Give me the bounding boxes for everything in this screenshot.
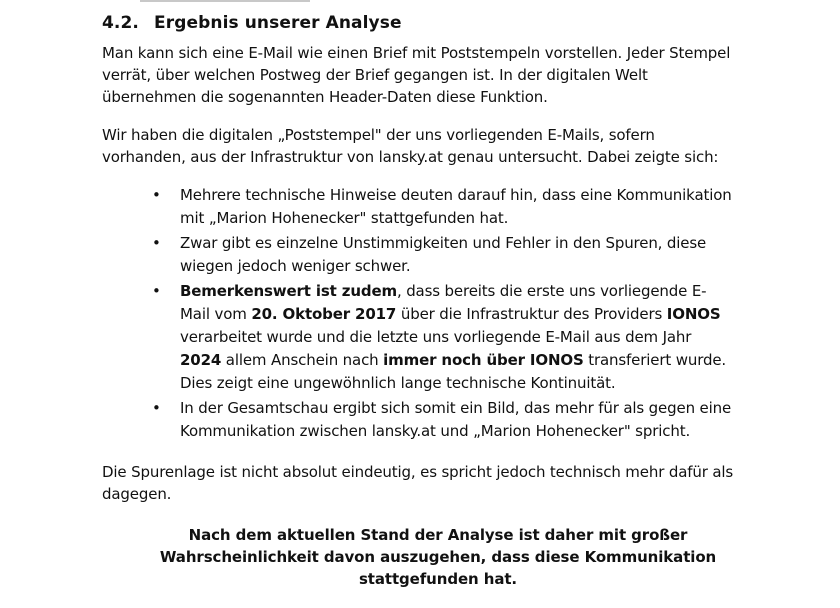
- body-text: transferiert wurde.: [583, 351, 727, 369]
- body-text: über die Infrastruktur des Providers: [396, 305, 667, 323]
- bullet-point: •: [152, 399, 161, 417]
- paragraph-line: verrät, über welchen Postweg der Brief gegangen ist. In der digitalen Welt: [102, 66, 648, 84]
- body-text: , dass bereits die erste uns vorliegende E-: [396, 282, 707, 300]
- list-item-line: [180, 303, 790, 326]
- list-item: [150, 184, 790, 230]
- section-title: Ergebnis unserer Analyse: [154, 13, 402, 33]
- paragraph-line: Wir haben die digitalen „Poststempel" der uns vorliegenden E-Mails, sofern: [102, 126, 655, 144]
- list-item-line: In der Gesamtschau ergibt sich somit ein Bild, das mehr für als gegen eine: [180, 399, 732, 417]
- provider-emphasis: IONOS: [666, 305, 721, 323]
- emphasis-text: Bemerkenswert ist zudem: [180, 282, 397, 300]
- conclusion-statement: [102, 524, 774, 590]
- list-item: [150, 280, 790, 395]
- list-item-line: verarbeitet wurde und die letzte uns vorliegende E-Mail aus dem Jahr: [180, 328, 692, 346]
- paragraph-line: vorhanden, aus der Infrastruktur von lansky.at genau untersucht. Dabei zeigte sich:: [102, 148, 719, 166]
- list-item-line: Zwar gibt es einzelne Unstimmigkeiten und Fehler in den Spuren, diese: [180, 234, 707, 252]
- list-item-line: [180, 349, 790, 372]
- assessment-paragraph: [102, 461, 782, 505]
- paragraph-line: Die Spurenlage ist nicht absolut eindeutig, es spricht jedoch technisch mehr dafür als: [102, 463, 734, 481]
- year-emphasis: 2024: [180, 351, 222, 369]
- paragraph-line: dagegen.: [102, 485, 172, 503]
- section-heading: [102, 13, 402, 33]
- body-text: allem Anschein nach: [221, 351, 384, 369]
- bullet-point: •: [152, 282, 161, 300]
- conclusion-line: Nach dem aktuellen Stand der Analyse ist daher mit großer: [188, 526, 688, 544]
- paragraph-line: übernehmen die sogenannten Header-Daten diese Funktion.: [102, 88, 548, 106]
- list-item-line: [180, 280, 790, 303]
- analysis-paragraph: [102, 124, 782, 168]
- findings-list: [150, 184, 790, 443]
- bullet-point: •: [152, 186, 161, 204]
- body-text: Mail vom: [180, 305, 252, 323]
- paragraph-line: Man kann sich eine E-Mail wie einen Brief mit Poststempeln vorstellen. Jeder Stempel: [102, 44, 731, 62]
- list-item-line: Kommunikation zwischen lansky.at und „Marion Hohenecker" spricht.: [180, 422, 691, 440]
- intro-paragraph: [102, 42, 782, 108]
- date-emphasis: 20. Oktober 2017: [251, 305, 397, 323]
- list-item-line: Dies zeigt eine ungewöhnlich lange technische Kontinuität.: [180, 374, 616, 392]
- section-number: 4.2.: [102, 13, 139, 33]
- cropped-header-remnant: [140, 0, 310, 2]
- bullet-point: •: [152, 234, 161, 252]
- provider-emphasis: immer noch über IONOS: [383, 351, 584, 369]
- list-item-line: Mehrere technische Hinweise deuten darauf hin, dass eine Kommunikation: [180, 186, 732, 204]
- list-item-line: wiegen jedoch weniger schwer.: [180, 257, 411, 275]
- list-item-line: mit „Marion Hohenecker" stattgefunden hat.: [180, 209, 509, 227]
- conclusion-line: Wahrscheinlichkeit davon auszugehen, dass diese Kommunikation: [159, 548, 717, 566]
- conclusion-line: stattgefunden hat.: [358, 570, 518, 588]
- list-item: [150, 397, 790, 443]
- list-item: [150, 232, 790, 278]
